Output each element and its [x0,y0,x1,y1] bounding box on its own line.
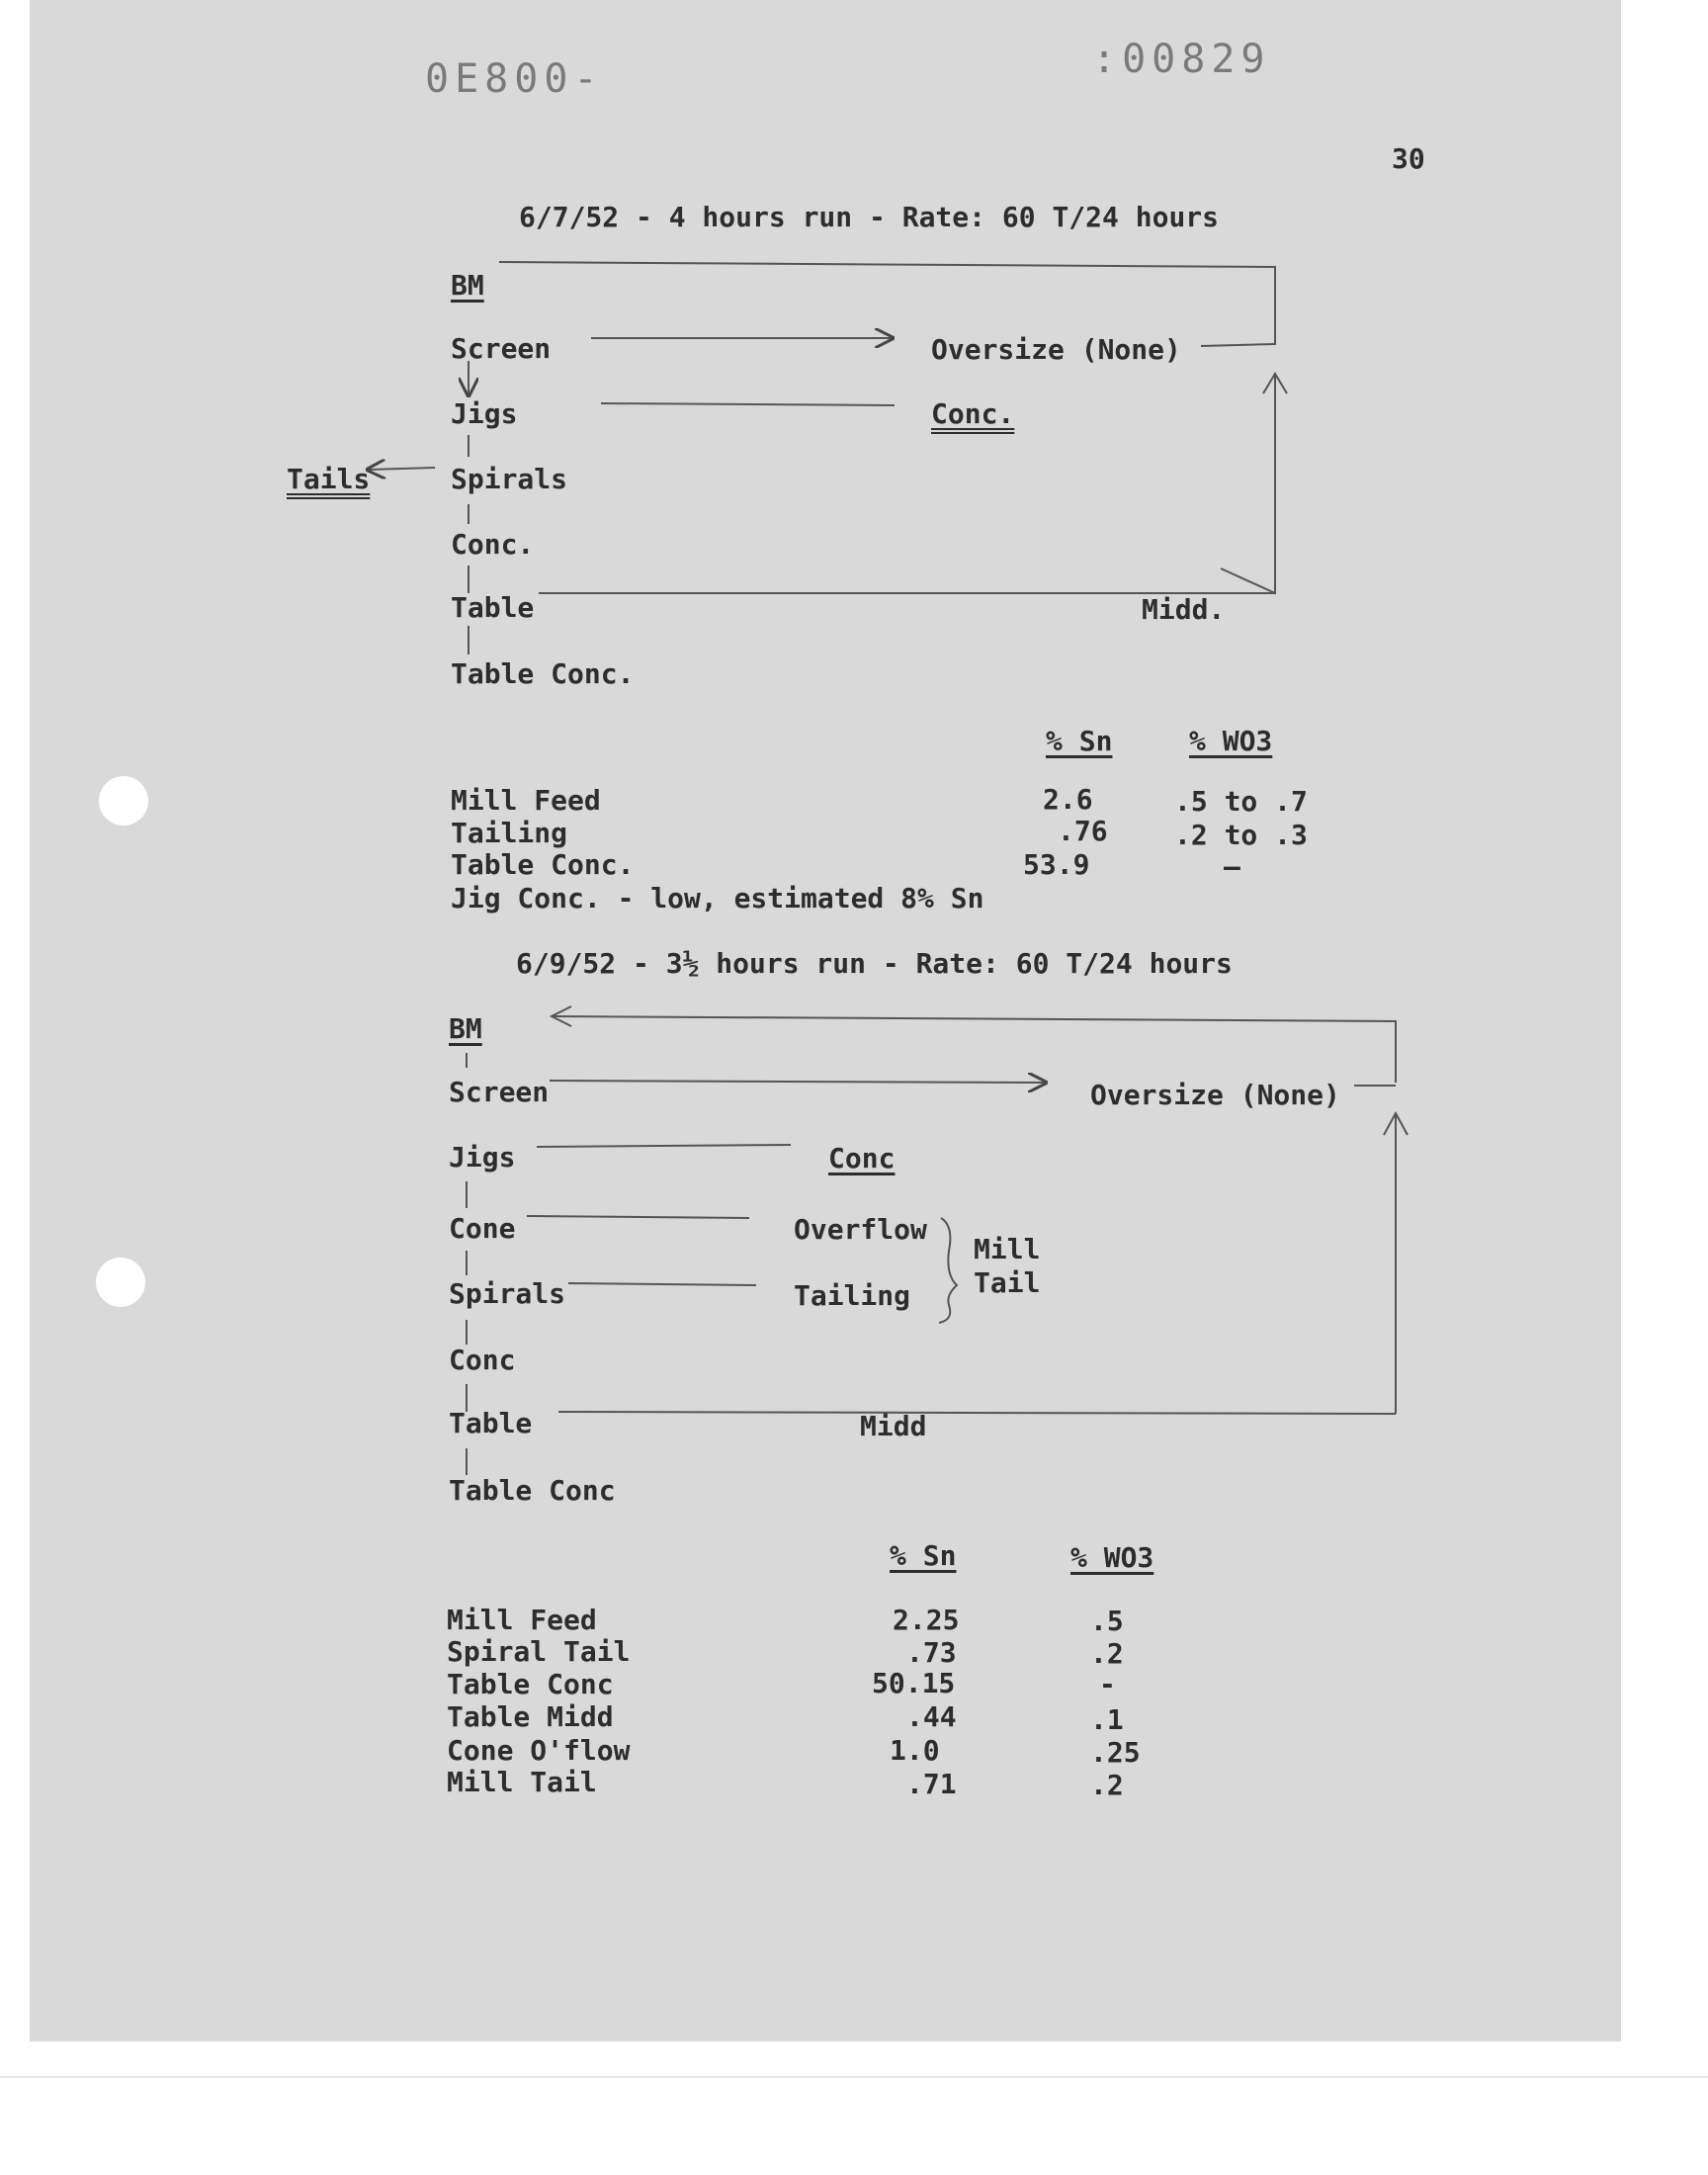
run2-jigs-to-conc-line [537,1145,791,1147]
run2-row-sn: .44 [906,1700,957,1733]
run1-heading: 6/7/52 - 4 hours run - Rate: 60 T/24 hours [519,201,1220,233]
run1-midd-return-line [1221,376,1275,593]
run1-row-label: Table Conc. [451,848,635,881]
run1-jigs-to-conc-line [601,403,895,405]
run1-jig-conc-label: Conc. [931,397,1015,430]
run1-table-label: Table [451,591,535,624]
run2-row-label: Table Conc [447,1668,614,1700]
run2-overflow-label: Overflow [794,1213,927,1246]
run2-conc-label: Conc [449,1344,516,1376]
run2-row-label: Cone O'flow [447,1734,631,1767]
run2-jigs-label: Jigs [449,1141,516,1174]
run2-table-conc-label: Table Conc [449,1474,616,1507]
run2-oversize-return-line [554,1016,1396,1083]
run2-screen-label: Screen [449,1076,550,1108]
run1-midd-label: Midd. [1142,593,1226,626]
run1-row-wo3: .2 to .3 [1174,819,1308,851]
run1-jig-note: Jig Conc. - low, estimated 8% Sn [451,882,984,914]
run2-heading: 6/9/52 - 3½ hours run - Rate: 60 T/24 hours [516,947,1233,980]
run1-col-wo3: % WO3 [1189,725,1273,757]
run2-cone-label: Cone [449,1212,516,1245]
run2-row-wo3: .25 [1090,1736,1141,1769]
run2-row-sn: .73 [906,1636,957,1669]
run2-jig-conc-label: Conc [828,1142,896,1174]
run2-spirals-to-tailing-line [568,1283,756,1285]
run2-row-label: Mill Feed [447,1604,597,1636]
run2-row-label: Spiral Tail [447,1635,631,1668]
run1-oversize-label: Oversize (None) [931,333,1181,366]
run2-screen-to-oversize-arrow [550,1081,1046,1083]
run2-col-sn: % Sn [890,1539,957,1572]
run1-screen-label: Screen [451,332,552,365]
run2-row-sn: 2.25 [893,1604,960,1636]
run2-table-midd-line [558,1412,1396,1414]
page-number: 30 [1392,142,1425,175]
run2-tail-label: Tail [974,1266,1041,1299]
run2-row-wo3: .2 [1090,1769,1124,1801]
run2-cone-to-overflow-line [527,1216,749,1218]
run1-conc-label: Conc. [451,528,535,561]
run2-row-wo3: .1 [1090,1703,1124,1736]
run2-table-label: Table [449,1407,533,1439]
run1-row-wo3: — [1224,850,1240,883]
run1-jigs-label: Jigs [451,397,518,430]
run2-row-wo3: .5 [1090,1605,1124,1637]
run2-bm-label: BM [449,1012,482,1045]
run2-row-sn: 1.0 [890,1734,940,1767]
run1-tails-label: Tails [287,463,371,495]
run2-mill-tail-brace [939,1218,957,1323]
run1-bm-label: BM [451,269,484,302]
run2-midd-label: Midd [860,1410,927,1442]
run1-row-sn: 2.6 [1043,783,1093,816]
run1-table-conc-label: Table Conc. [451,657,635,690]
run1-row-label: Tailing [451,817,568,849]
run2-row-label: Mill Tail [447,1766,597,1798]
run1-row-sn: .76 [1058,815,1108,847]
run2-spirals-label: Spirals [449,1277,566,1310]
stamp-number-right: :00829 [1092,37,1271,82]
run2-mill-label: Mill [974,1233,1041,1265]
run2-tailing-label: Tailing [794,1279,911,1312]
run2-row-wo3: - [1099,1668,1116,1700]
run1-row-label: Mill Feed [451,784,601,817]
run1-row-sn: 53.9 [1023,848,1090,881]
run2-row-label: Table Midd [447,1700,614,1733]
run2-row-sn: 50.15 [872,1667,956,1699]
run1-spirals-to-tails-arrow [368,468,435,470]
run1-col-sn: % Sn [1046,725,1113,757]
run2-oversize-label: Oversize (None) [1090,1079,1340,1111]
stamp-number-left: 0E800- [425,56,604,102]
run2-col-wo3: % WO3 [1070,1541,1154,1574]
run1-spirals-label: Spirals [451,463,568,495]
run2-row-sn: .71 [906,1768,957,1800]
run2-row-wo3: .2 [1090,1637,1124,1670]
run1-row-wo3: .5 to .7 [1174,785,1308,818]
